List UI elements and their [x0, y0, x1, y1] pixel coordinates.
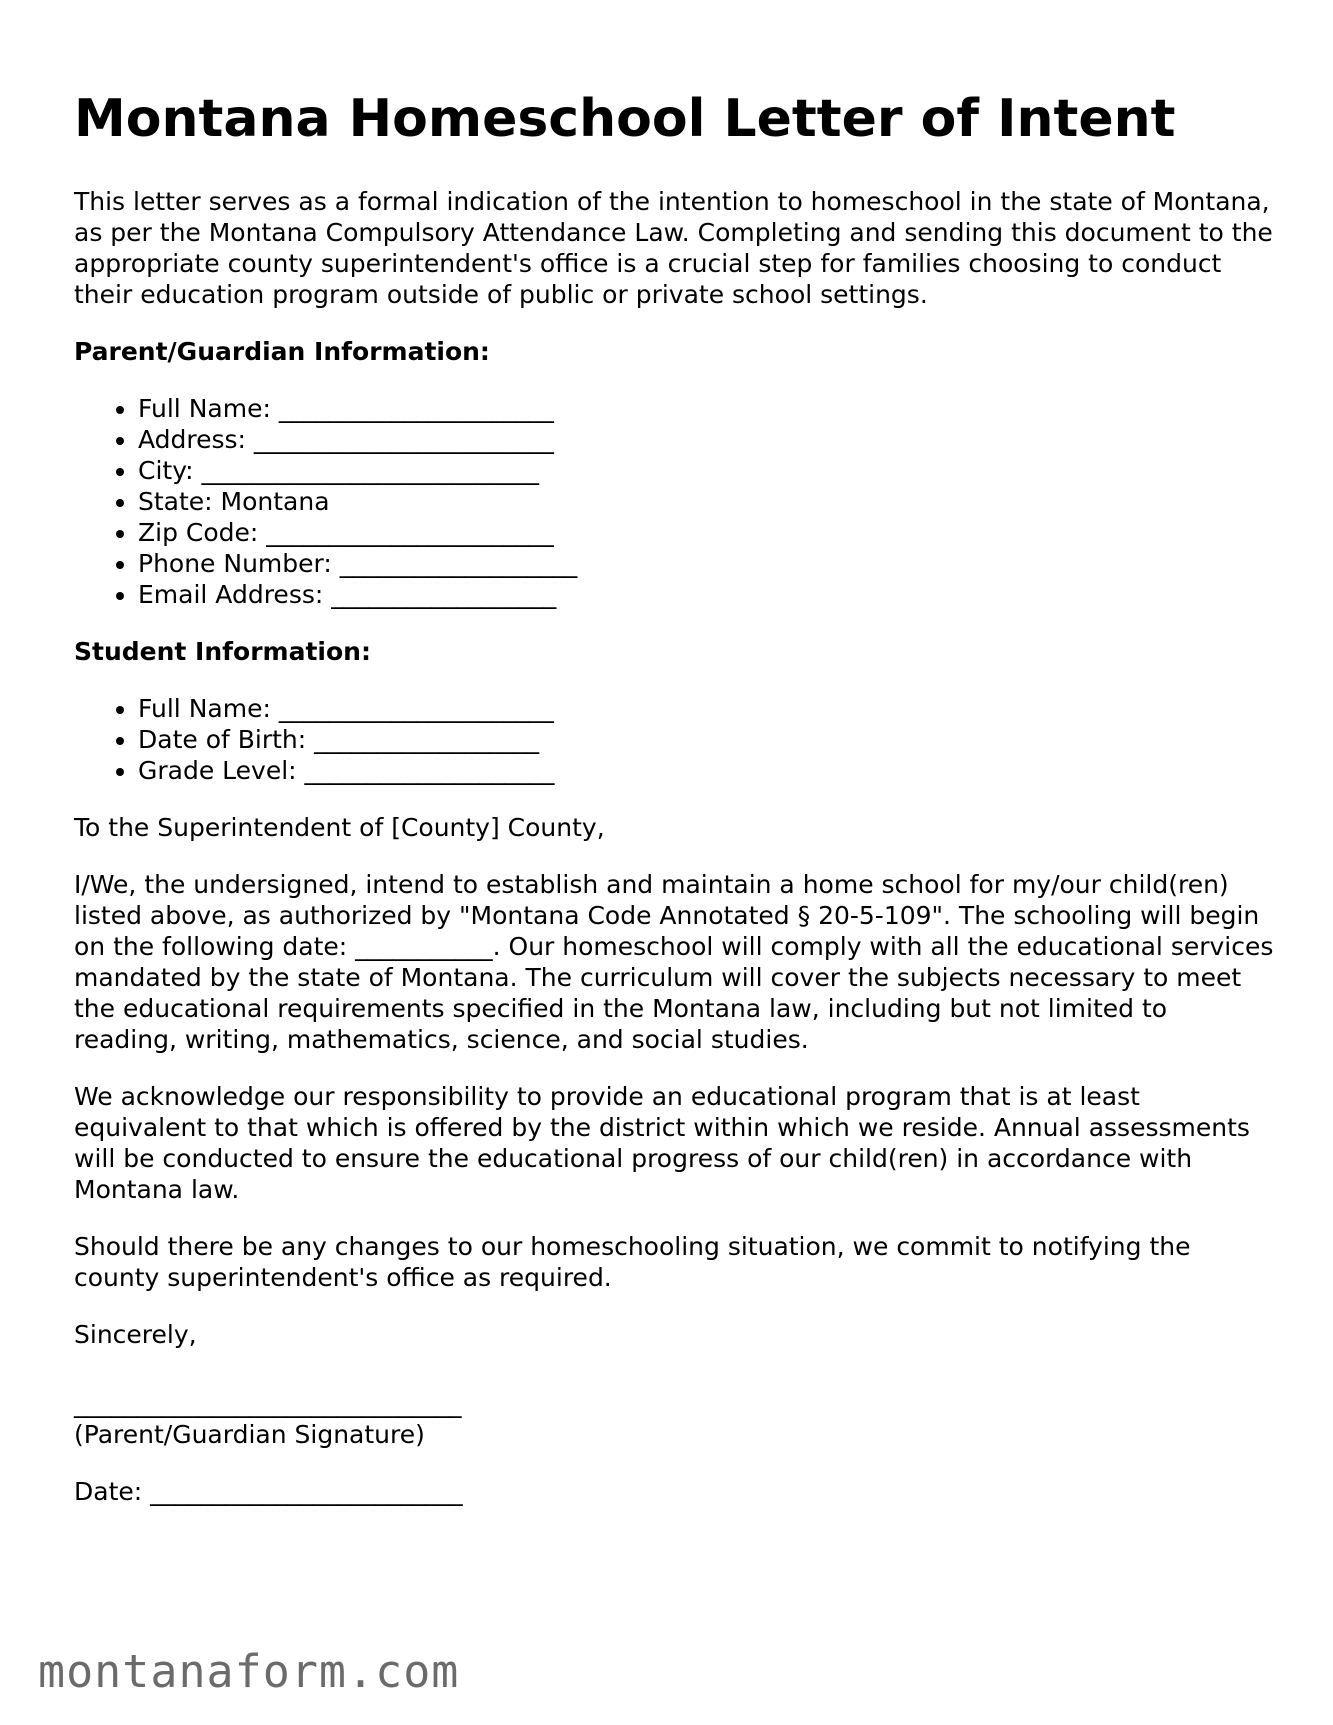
parent-zip-item: • Zip Code: _______________________ [138, 517, 1274, 548]
date-line: Date: _________________________ [74, 1477, 463, 1507]
closing: Sincerely, [74, 1320, 197, 1350]
body-paragraph-2: We acknowledge our responsibility to provide an educational program that is at least equivalent to that which is offered by the district within which we reside. Annual assessments will be conducted to ensure the educational progress of our child(ren) in accordance with Montana law. [74, 1082, 1250, 1205]
body-paragraph-1: I/We, the undersigned, intend to establish and maintain a home school for my/our child(ren) listed above, as authorized by "Montana Code Annotated § 20-5-109". The schooling will begin on the following date: ___________. Our homeschool will comply with all the educational services mandated by the state of Montana. The curriculum will cover the subjects necessary to meet the educational requirements specified in the Montana law, including but not limited to reading, writing, mathematics, science, and social studies. [74, 870, 1274, 1055]
student-info-list [74, 693, 1274, 786]
parent-info-list [74, 393, 1274, 610]
signature-block [74, 1388, 1274, 1450]
student-grade-item: • Grade Level: ____________________ [138, 755, 1274, 786]
signature-line: _______________________________ [74, 1389, 462, 1419]
parent-phone-item: • Phone Number: ___________________ [138, 548, 1274, 579]
document-title: Montana Homeschool Letter of Intent [74, 89, 1176, 149]
signature-caption: (Parent/Guardian Signature) [74, 1420, 425, 1450]
parent-full-name-item: • Full Name: ______________________ [138, 393, 1274, 424]
student-full-name-item: • Full Name: ______________________ [138, 693, 1274, 724]
salutation: To the Superintendent of [County] County, [74, 813, 605, 843]
intro-paragraph: This letter serves as a formal indication of the intention to homeschool in the state of Montana, as per the Montana Compulsory Attendance Law. Completing and sending this document to the appropriate county superintendent's office is a crucial step for families choosing to conduct their education program outside of public or private school settings. [74, 187, 1273, 310]
letter-document [74, 88, 1274, 1533]
student-section-heading: Student Information: [74, 637, 371, 667]
watermark-text: montanaform.com [38, 1645, 460, 1698]
parent-section-heading: Parent/Guardian Information: [74, 337, 490, 367]
student-dob-item: • Date of Birth: __________________ [138, 724, 1274, 755]
parent-address-item: • Address: ________________________ [138, 424, 1274, 455]
parent-email-item: • Email Address: __________________ [138, 579, 1274, 610]
body-paragraph-3: Should there be any changes to our homeschooling situation, we commit to notifying the county superintendent's office as required. [74, 1232, 1191, 1293]
parent-state-item: • State: Montana [138, 486, 1274, 517]
parent-city-item: • City: ___________________________ [138, 455, 1274, 486]
